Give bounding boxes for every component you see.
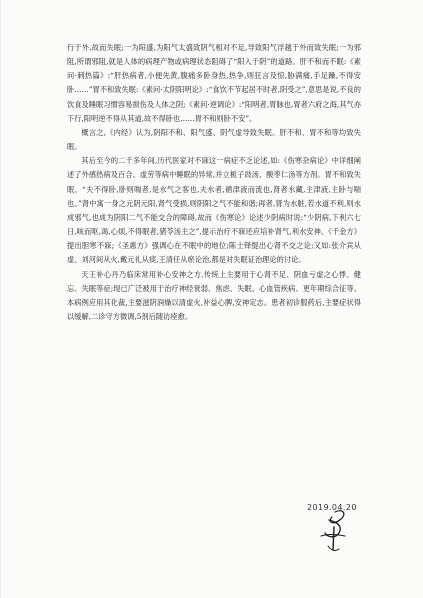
paragraph-2: 概言之,《内经》认为,阴阳不和、阳气盛、阴气虚导致失眠。肝不和、胃不和等均致失眠。 xyxy=(67,127,361,152)
body-text xyxy=(67,41,361,324)
paragraph-4: 天王补心丹乃临床常用补心安神之方,传统上主要用于心肾不足、阴血亏虚之心悸、健忘、失眠等症;现已广泛被用于治疗神经衰弱、焦虑、失眠、心血管疾病、更年期综合征等。本病例应用其化裁,主要滋阴润燥以清虚火,补益心脾,安神定志。患者初诊服药后,主要症状得以缓解,二诊守方微调,5剂后随访痊愈。 xyxy=(67,269,361,321)
paragraph-1: 行于外,故而失眠;一为阳盛,为阳气太盛致阴气相对不足,导致阳气浮越于外而致失眠;一为邪阻,所谓邪阻,就是人体的病理产物或病理状态阻碍了“阳入于阴”的道路。肝不和而不眠:《素问·刺热篇》:“肝热病者,小便先黄,腹痛多卧身热,热争,则狂言及惊,胁满痛,手足躁,不得安卧……”胃不和致失眠:《素问·太阴阳明论》:“食饮不节起居不时者,阴受之”,意思是说,不良的饮食及睡眠习惯容易损伤及人体之阴;《素问·逆调论》:“阳明者,胃脉也,胃者六府之海,其气亦下行,阳明逆不得从其道,故不得卧也……胃不和则卧不安”。 xyxy=(67,43,361,123)
paragraph-3: 其后至今的二千多年间,历代医家对不寐这一病症不乏论述,如:《伤寒杂病论》中详细阐述了外感热病及百合、虚劳等病中睡眠的异常,并立栀子豉汤、酸枣仁汤等方剂。胃不和致失眠。“夫不得卧,卧则喘者,是水气之客也,夫水者,循津液而流也,肾者水藏,主津液,主卧与喘也。”肾中寓一身之元阴元阳,肾气受损,则阴阳之气不能和谐;再者,肾为水脏,若水道不利,则水成邪气,也成为阴阳二气不能交合的障碍,故而《伤寒论》论述少阴病时说:“少阴病,下利六七日,咳而呕,渴,心烦,不得眠者,猪苓汤主之”,提示治疗不寐还应培补肾气,利水安神。《千金方》提出胆寒不寐;《圣惠方》强调心在不眠中的地位;陈士铎提出心肾不交之论;又如:张介宾从虚、刘河间从火,戴元礼从痰,王清任从瘀论治,都是对失眠证治理论的讨论。 xyxy=(67,156,361,265)
document-date: 2019.04.20 xyxy=(307,503,357,512)
handwritten-signature xyxy=(283,506,355,554)
